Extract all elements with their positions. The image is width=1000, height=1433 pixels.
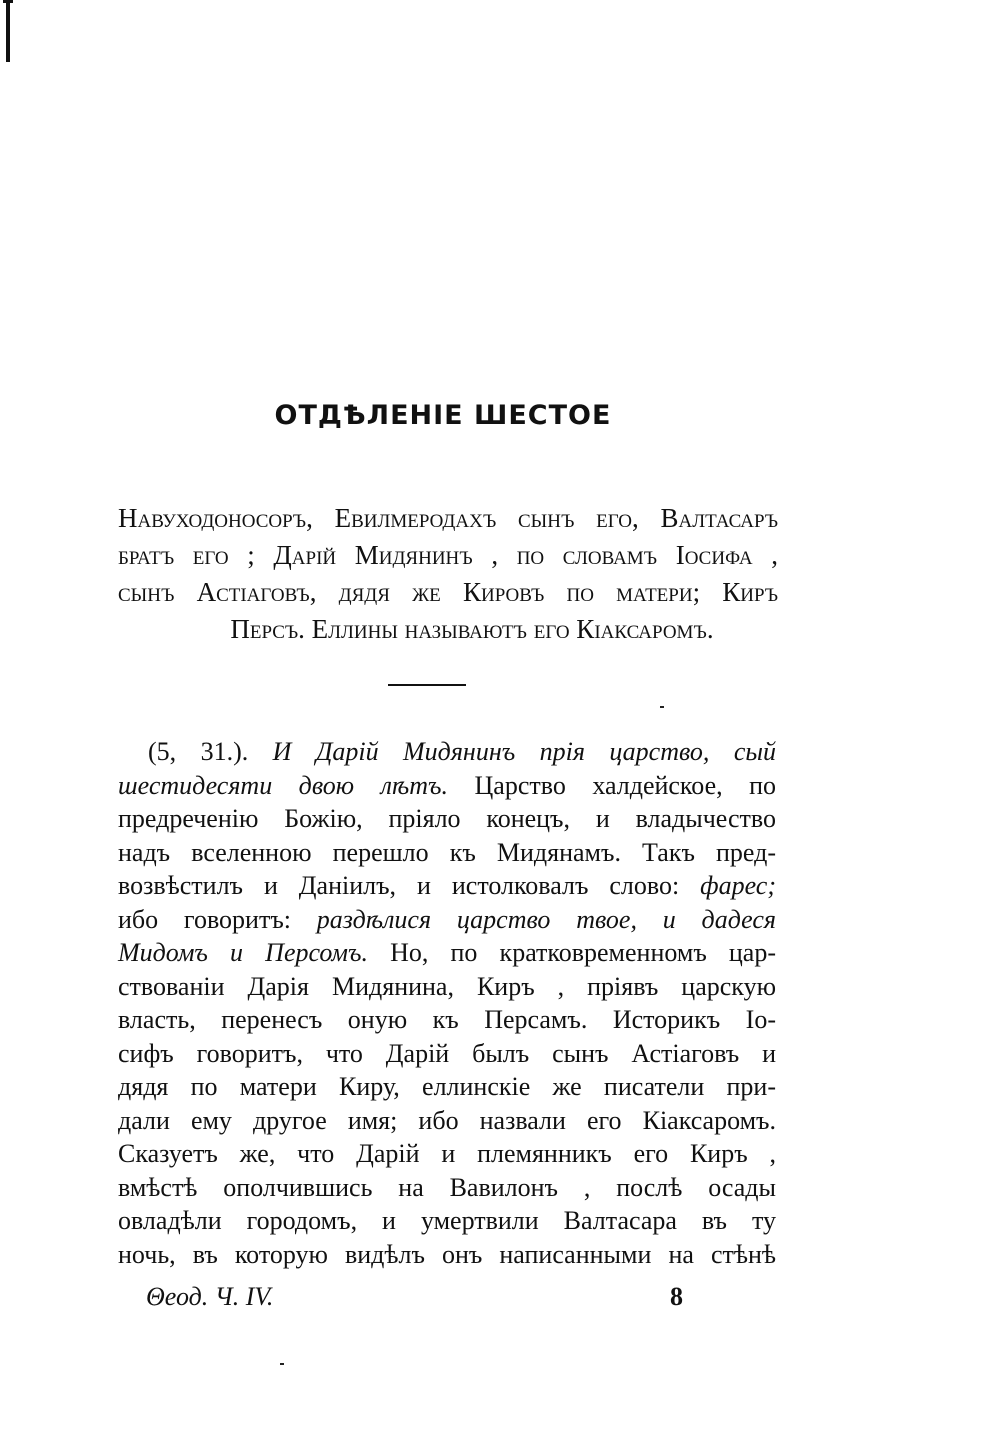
scripture-quote: шестидесяти двою лѣтъ. [118, 770, 449, 800]
body-line [118, 936, 776, 970]
page-number: 8 [670, 1282, 683, 1311]
body-line: дали ему другое имя; ибо назвали его Кіаксаромъ. [118, 1105, 776, 1135]
ink-speck [280, 1363, 284, 1365]
body-line: власть, перенесъ оную къ Персамъ. Историкъ Іо- [118, 1005, 776, 1034]
summary-line: братъ его ; Дарій Мидянинъ , по словамъ Іосифа , [118, 540, 778, 570]
body-line [118, 903, 776, 937]
scripture-quote: И Дарій Мидянинъ прія царство, сый [272, 737, 776, 766]
scripture-quote: фарес; [700, 871, 776, 900]
section-summary [118, 500, 778, 648]
ink-speck [660, 706, 664, 708]
scripture-quote: Мидомъ и Персомъ. [118, 938, 368, 967]
signature-mark: Θеод. Ч. IV. [146, 1282, 274, 1311]
scripture-quote: раздѣлися царство твое, и дадеся [316, 904, 777, 934]
body-line [118, 869, 776, 903]
section-heading: ОТДѢЛЕНІЕ ШЕСТОЕ [274, 400, 612, 431]
body-text-run: возвѣстилъ и Даніилъ, и истолковалъ слово: [118, 871, 701, 900]
body-line: овладѣли городомъ, и умертвили Валтасара въ ту [118, 1206, 776, 1235]
summary-line: Навуходоносоръ, Евилмеродахъ сынъ его, Валтасаръ [118, 503, 778, 533]
body-line: ствованіи Дарія Мидянина, Киръ , пріявъ царскую [118, 971, 776, 1001]
body-line [118, 769, 776, 803]
page-edge-mark [6, 0, 10, 62]
summary-line: Персъ. Еллины называютъ его Кіаксаромъ. [230, 614, 714, 644]
summary-line: сынъ Астіаговъ, дядя же Кировъ по матери; Киръ [118, 577, 778, 607]
body-line: дядя по матери Киру, еллинскіе же писатели при- [118, 1072, 776, 1101]
body-line [118, 735, 776, 769]
body-line: Сказуетъ же, что Дарій и племянникъ его Киръ , [118, 1139, 776, 1168]
body-line: ночь, въ которую видѣлъ онъ написанными на стѣнѣ [118, 1239, 776, 1269]
body-text-run: ибо говоритъ: [118, 904, 317, 934]
body-line: предреченію Божію, пріяло конецъ, и владычество [118, 804, 776, 833]
section-divider [388, 684, 466, 686]
body-text-run: Но, по кратковременномъ цар- [367, 938, 777, 967]
body-line: сифъ говоритъ, что Дарій былъ сынъ Астіаговъ и [118, 1038, 776, 1068]
body-line: надъ вселенною перешло къ Мидянамъ. Такъ пред- [118, 837, 776, 867]
body-text-run: Царство халдейское, по [448, 770, 776, 800]
verse-reference: (5, 31.). [148, 737, 273, 766]
body-line: вмѣстѣ ополчившись на Вавилонъ , послѣ осады [118, 1172, 776, 1202]
body-text [118, 735, 776, 1271]
